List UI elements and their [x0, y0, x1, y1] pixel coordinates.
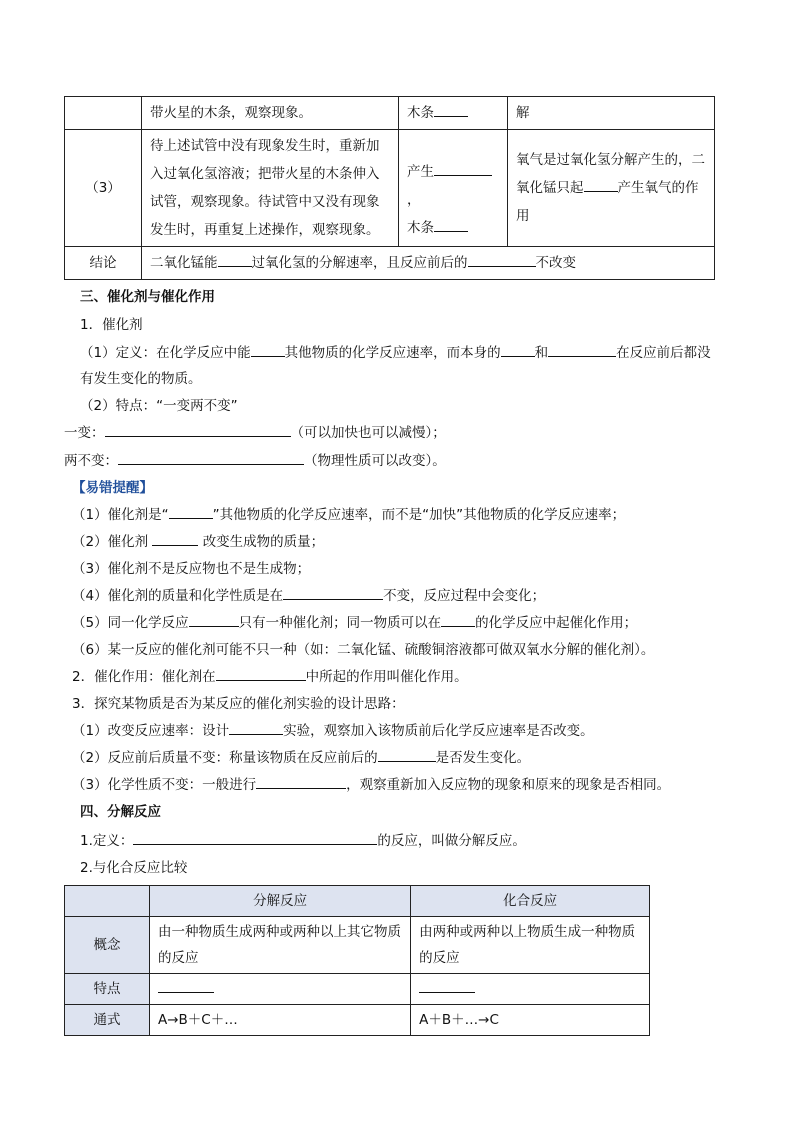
answer-blank[interactable]	[441, 612, 475, 627]
answer-blank[interactable]	[251, 342, 285, 357]
answer-blank[interactable]	[434, 102, 468, 117]
table-row: 分解反应 化合反应	[65, 886, 650, 917]
answer-blank[interactable]	[105, 422, 291, 437]
answer-blank[interactable]	[256, 774, 346, 789]
answer-blank[interactable]	[501, 342, 535, 357]
table-row: 概念 由一种物质生成两种或两种以上其它物质的反应 由两种或两种以上物质生成一种物质的反应	[65, 917, 650, 974]
answer-blank[interactable]	[419, 978, 475, 993]
answer-blank[interactable]	[378, 747, 436, 762]
answer-blank[interactable]	[548, 342, 616, 357]
answer-blank[interactable]	[434, 217, 468, 232]
answer-blank[interactable]	[434, 161, 492, 176]
table-row: 通式 A→B＋C＋… A＋B＋…→C	[65, 1005, 650, 1036]
table-row: 带火星的木条，观察现象。 木条 解	[65, 97, 715, 130]
section-title: 三、催化剂与催化作用	[80, 289, 215, 305]
comparison-table	[64, 885, 650, 1036]
answer-blank[interactable]	[218, 252, 252, 267]
answer-blank[interactable]	[216, 666, 306, 681]
answer-blank[interactable]	[229, 720, 283, 735]
table-row: （3） 待上述试管中没有现象发生时，重新加入过氧化氢溶液；把带火星的木条伸入试管，观察现象。待试管中又没有现象发生时，再重复上述操作，观察现象。 产生， 木条 氧气是过氧化氢分解产生的，二氧化锰只起 产生氧气的作用	[65, 130, 715, 247]
answer-blank[interactable]	[133, 830, 377, 845]
answer-blank[interactable]	[584, 177, 618, 192]
answer-blank[interactable]	[169, 504, 213, 519]
experiment-table	[64, 96, 715, 280]
answer-blank[interactable]	[283, 585, 383, 600]
section-title: 四、分解反应	[80, 804, 161, 820]
table-row: 结论 二氧化锰能 过氧化氢的分解速率，且反应前后的 不改变	[65, 247, 715, 280]
answer-blank[interactable]	[189, 612, 239, 627]
table-row: 特点	[65, 974, 650, 1005]
answer-blank[interactable]	[118, 450, 304, 465]
answer-blank[interactable]	[158, 978, 214, 993]
definition-text: （1）定义：在化学反应中能 其他物质的化学反应速率，而本身的 和 在反应前后都没有发生变化的物质。	[80, 340, 720, 392]
answer-blank[interactable]	[152, 531, 198, 546]
document-page: 带火星的木条，观察现象。 木条 解 （3） 待上述试管中没有现象发生时，重新加入过氧化氢溶液；把带火星的木条伸入试管，观察现象。待试管中又没有现象发生时，再重复上述操作，观察现象。 产生， 木条 氧气是过氧化氢分解产生的，二氧化锰只起 产生氧气的作用 结论 二氧化锰能 过氧化氢的分解速率，且反应前后的 不改变 三、催化剂与催化作用 1．催化剂 （1）定义：在化学反应中能 其他物质的化学反应速率，而本身的 和 在反应前后都没有发生变化的物质。 （2）特点：“一变两不变” 一变： （可以加快也可以减慢）； 两不变： （物理性质可以改变）。 【易错提醒】 （1）催化剂是“ ”其他物质的化学反应速率，而不是“加快”其他物质的化学反应速率； （2）催化剂 改变生成物的质量； （3）催化剂不是反应物也不是生成物； （4）催化剂的质量和化学性质是在 不变，反应过程中会变化； （5）同一化学反应 只有一种催化剂；同一物质可以在 的化学反应中起催化作用； （6）某一反应的催化剂可能不只一种（如：二氧化锰、硫酸铜溶液都可做双氧水分解的催化剂）。 2．催化作用：催化剂在 中所起的作用叫催化作用。 3．探究某物质是否为某反应的催化剂实验的设计思路： （1）改变反应速率：设计 实验，观察加入该物质前后化学反应速率是否改变。 （2）反应前后质量不变：称量该物质在反应前后的 是否发生变化。 （3）化学性质不变：一般进行 ，观察重新加入反应物的现象和原来的现象是否相同。 四、分解反应 1.定义： 的反应，叫做分解反应。 2.与化合反应比较 分解反应 化合反应 概念 由一种物质生成两种或两种以上其它物质的反应 由两种或两种以上物质生成一种物质的反应 特点 通式 A→B＋C＋… A＋B＋…→C	[0, 0, 794, 1123]
warning-heading: 【易错提醒】	[72, 480, 153, 496]
answer-blank[interactable]	[468, 252, 536, 267]
